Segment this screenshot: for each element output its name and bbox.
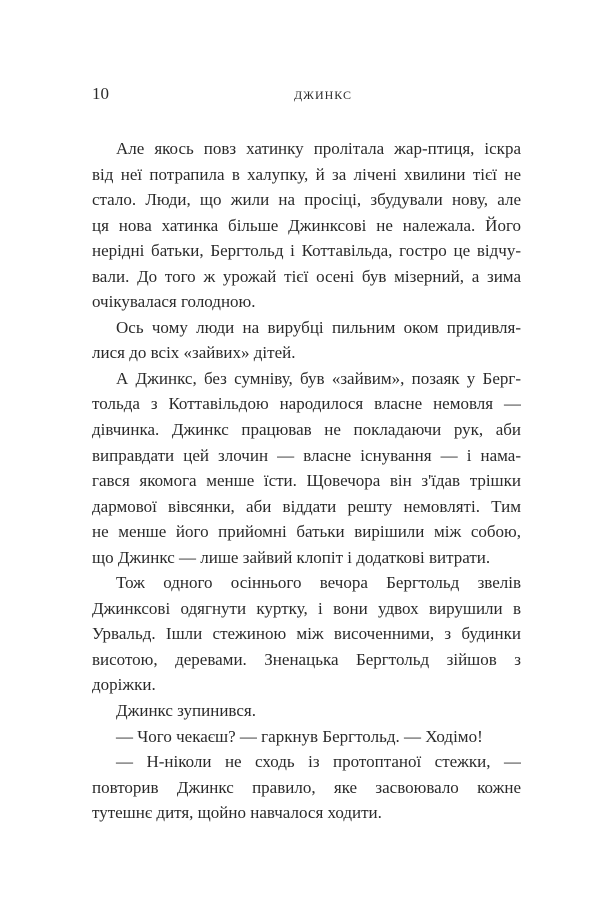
- text-line: доріжки.: [92, 675, 156, 695]
- text-line: не менше його прийомні батьки вирішили між собою,: [92, 522, 521, 542]
- text-line: Джинксові одягнути куртку, і вони удвох вирушили в: [92, 598, 521, 618]
- text-line: тутешнє дитя, щойно навчалося ходити.: [92, 803, 382, 823]
- body-text: [92, 136, 521, 826]
- paragraph: [92, 570, 521, 698]
- text-line: Але якось повз хатинку пролітала жар-птиця, іскра: [116, 139, 521, 158]
- text-line: Тож одного осіннього вечора Бергтольд звелів: [116, 573, 521, 593]
- text-line: нерідні батьки, Бергтольд і Коттавільда, гостро це відчу-: [92, 241, 521, 261]
- text-line: тольда з Коттавільдою народилося власне немовля —: [92, 394, 521, 414]
- page-number: 10: [92, 84, 109, 103]
- text-line: — Н-ніколи не сходь із протоптаної стежки, —: [116, 752, 521, 772]
- text-line: стало. Люди, що жили на просіці, збудували нову, але: [92, 190, 521, 210]
- paragraph: [92, 749, 521, 826]
- text-line: висотою, деревами. Зненацька Бергтольд зійшов з: [92, 649, 521, 669]
- text-line: дівчинка. Джинкс працював не покладаючи рук, аби: [92, 420, 521, 440]
- paragraph: [92, 724, 521, 750]
- paragraph: [92, 366, 521, 570]
- text-line: А Джинкс, без сумніву, був «зайвим», позаяк у Берг-: [116, 368, 521, 388]
- text-line: очікувалася голодною.: [92, 292, 256, 312]
- running-title: ДЖИНКС: [294, 88, 352, 102]
- text-line: повторив Джинкс правило, яке засвоювало кожне: [92, 777, 521, 797]
- text-line: Урвальд. Ішли стежиною між височенними, з будинки: [92, 624, 521, 644]
- text-line: лися до всіх «зайвих» дітей.: [92, 343, 296, 363]
- text-line: гався якомога менше їсти. Щовечора він з'їдав трішки: [92, 471, 521, 491]
- text-line: — Чого чекаєш? — гаркнув Бергтольд. — Ходімо!: [116, 726, 483, 746]
- paragraph: [92, 315, 521, 366]
- text-line: вали. До того ж урожай тієї осені був мізерний, а зима: [92, 266, 521, 286]
- paragraph: [92, 136, 521, 315]
- text-line: Джинкс зупинився.: [116, 701, 256, 721]
- text-line: що Джинкс — лише зайвий клопіт і додаткові витрати.: [92, 547, 491, 567]
- text-line: від неї потрапила в халупку, й за лічені хвилини тієї не: [92, 164, 521, 184]
- paragraph: [92, 698, 521, 724]
- text-line: ця нова хатинка більше Джинксові не належала. Його: [92, 215, 521, 235]
- text-line: виправдати цей злочин — власне існування — і нама-: [92, 445, 521, 465]
- text-line: Ось чому люди на вирубці пильним оком придивля-: [116, 317, 521, 337]
- text-line: дармової вівсянки, аби віддати решту немовляті. Тим: [92, 496, 521, 516]
